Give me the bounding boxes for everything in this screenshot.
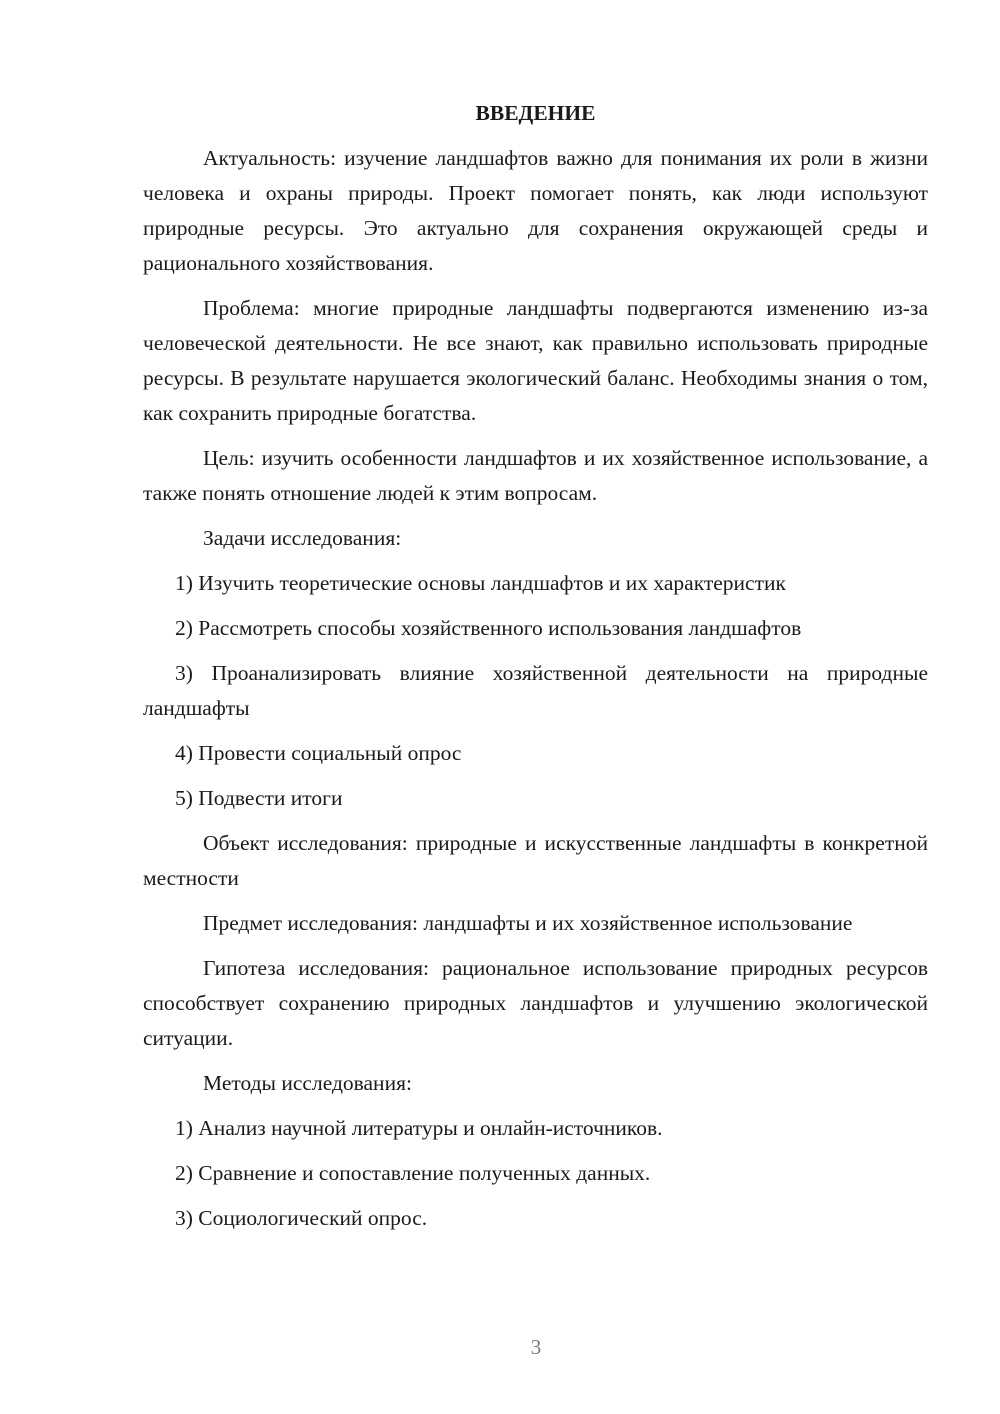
relevance-paragraph: Актуальность: изучение ландшафтов важно для понимания их роли в жизни человека и охраны природы. Проект помогает понять, как люди используют природные ресурсы. Это актуально для сохранения окружающей среды и рационального хозяйствования. [143,146,928,275]
method-item-1: 1) Анализ научной литературы и онлайн-источников. [175,1116,663,1140]
task-item-4: 4) Провести социальный опрос [175,741,462,765]
goal-paragraph: Цель: изучить особенности ландшафтов и их хозяйственное использование, а также понять отношение людей к этим вопросам. [143,446,928,505]
methods-heading: Методы исследования: [203,1071,412,1095]
task-item-2: 2) Рассмотреть способы хозяйственного использования ландшафтов [175,616,802,640]
section-title: ВВЕДЕНИЕ [475,101,596,125]
task-item-3: 3) Проанализировать влияние хозяйственной деятельности на природные ландшафты [143,661,928,720]
tasks-heading: Задачи исследования: [203,526,402,550]
method-item-3: 3) Социологический опрос. [175,1206,428,1230]
document-page [143,96,928,1246]
object-paragraph: Объект исследования: природные и искусственные ландшафты в конкретной местности [143,831,928,890]
method-item-2: 2) Сравнение и сопоставление полученных данных. [175,1161,651,1185]
subject-paragraph: Предмет исследования: ландшафты и их хозяйственное использование [203,911,853,935]
task-item-1: 1) Изучить теоретические основы ландшафтов и их характеристик [175,571,786,595]
page-number: 3 [530,1335,542,1359]
task-item-5: 5) Подвести итоги [175,786,343,810]
hypothesis-paragraph: Гипотеза исследования: рациональное использование природных ресурсов способствует сохранению природных ландшафтов и улучшению экологической ситуации. [143,956,928,1050]
problem-paragraph: Проблема: многие природные ландшафты подвергаются изменению из-за человеческой деятельности. Не все знают, как правильно использовать природные ресурсы. В результате нарушается экологический баланс. Необходимы знания о том, как сохранить природные богатства. [143,296,928,425]
